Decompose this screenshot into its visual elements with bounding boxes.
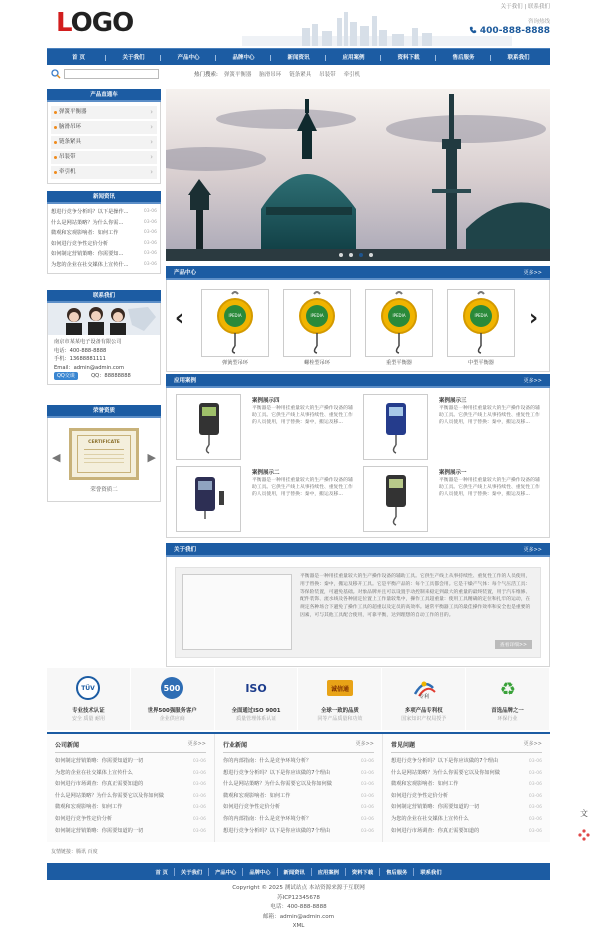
product-tag-text: IPEDIA (474, 313, 488, 318)
news-column-title: 常见问题 (391, 742, 416, 749)
product-image (201, 289, 269, 357)
product-category-title: 产品直通车 (47, 89, 161, 102)
case-item[interactable] (176, 394, 356, 460)
trust-title: 专业技术认证 (72, 708, 105, 714)
product-more-link[interactable]: 更多>> (523, 269, 542, 276)
news-item[interactable] (391, 756, 542, 768)
friend-links[interactable]: 友情链接：腾讯 百度 (51, 849, 98, 855)
news-title: 为您的企业在社交媒体上宣传什么 (55, 769, 133, 776)
top500-icon (157, 676, 187, 700)
certificate-heading: CERTIFICATE (88, 440, 120, 445)
nav-contact[interactable]: 联系我们 (507, 55, 530, 61)
news-date: 03-06 (528, 759, 542, 764)
balancer-image (202, 290, 268, 356)
product-name: 螺栓型吊环 (304, 360, 330, 366)
news-title: 什么是网站策略？为什么你需... (51, 219, 124, 226)
trust-icon-label: 诚信通 (330, 686, 349, 693)
news-title: 什么是网站策略？为什么你需要它以及你如何做 (391, 769, 500, 776)
case-description: 平衡器是一种用挂重量较大的生产操作设备的辅助工具。它供生产线上从事持续性、重复性工作的人员使用，用于替换：秦中，搬运及移... (252, 478, 353, 497)
news-date: 03-06 (528, 782, 542, 788)
news-item[interactable] (223, 756, 374, 768)
header (47, 0, 550, 47)
news-date: 03-06 (192, 793, 206, 799)
news-item[interactable] (51, 260, 157, 271)
trust-title: 首选品牌之一 (491, 708, 524, 714)
scale-image (364, 467, 427, 531)
logo-letters: OGO (70, 8, 134, 38)
news-date: 03-06 (360, 759, 374, 764)
news-item[interactable] (223, 768, 374, 780)
footer-nav-products[interactable]: 产品中心 (209, 868, 243, 876)
news-title: 如何制定营销策略：你需要知... (51, 251, 124, 257)
about-us (166, 543, 550, 667)
trust-icon-label: 专利 (418, 694, 429, 700)
customer-service-photo (48, 303, 160, 335)
product-name: 中型平衡器 (468, 360, 494, 366)
news-title: 如何进行竞争性定价分析 (51, 240, 109, 247)
case-image (363, 466, 428, 532)
footer-nav (47, 863, 550, 880)
news-box-title: 新闻资讯 (47, 191, 161, 204)
news-date: 03-06 (192, 770, 206, 776)
about-title: 关于我们 (174, 547, 197, 553)
hotline-label: 咨询热线 (527, 19, 550, 25)
news-title: 想进行竞争分析吗？以下是你应该做的7个理由 (223, 769, 331, 776)
news-item[interactable] (55, 802, 206, 814)
contact-phone: 电话：400-888-8888 (54, 347, 107, 354)
news-item[interactable] (55, 756, 206, 768)
honor-caption: 荣誉资质二 (90, 487, 118, 493)
product-carousel (166, 280, 550, 372)
product-category-list (47, 102, 161, 184)
news-more-link[interactable]: 更多>> (187, 741, 206, 747)
category-item[interactable]: 牵引机 › (51, 166, 157, 179)
trust-item (382, 668, 466, 730)
main-nav (47, 48, 550, 65)
news-more-link[interactable]: 更多>> (523, 741, 542, 747)
hotline-number (469, 26, 550, 36)
application-cases (166, 374, 550, 538)
hero-banner (166, 89, 550, 261)
about-body (166, 557, 550, 667)
news-date: 03-06 (192, 816, 206, 822)
news-title: 你的内部指南：什么是竞争环境分析？ (223, 758, 312, 764)
company-news (47, 734, 215, 842)
product-card[interactable] (447, 289, 515, 366)
news-item[interactable] (55, 814, 206, 826)
trust-item (47, 668, 131, 730)
balancer-image (448, 290, 514, 356)
sitemap-xml-link[interactable]: XML (292, 923, 305, 929)
hotword-link[interactable]: 脑滑吊环 (259, 72, 282, 78)
case-title: 案例展示三 (439, 398, 467, 404)
footer-nav-cases[interactable]: 应用案例 (312, 868, 346, 876)
hotword-link[interactable]: 吊装带 (319, 72, 336, 78)
news-list (47, 204, 161, 274)
honor-box (47, 405, 161, 502)
phone-icon (469, 26, 477, 34)
news-title: 什么是网站策略？为什么你需要它以及你如何做 (55, 792, 164, 799)
case-image (176, 466, 241, 532)
trust-icon-label: ♻ (499, 679, 516, 700)
news-date: 03-06 (143, 240, 157, 246)
contact-box-title: 联系我们 (47, 290, 161, 303)
news-column-header (223, 740, 374, 753)
cases-title: 应用案例 (174, 378, 197, 384)
nav-products[interactable]: 产品中心 (161, 53, 216, 61)
product-image (447, 289, 515, 357)
hotword-link[interactable]: 牵引机 (343, 72, 361, 78)
case-item[interactable] (176, 466, 356, 532)
news-title: 微观和宏观影响者：如何工作 (55, 804, 123, 811)
trust-title: 世界500强服务客户 (147, 708, 197, 714)
trust-item (215, 668, 299, 730)
news-item[interactable] (51, 239, 157, 250)
news-title: 为您的企业在社交媒体上宣传什么 (391, 815, 469, 822)
scale-image (364, 395, 427, 459)
hotline-text: 400-888-8888 (479, 26, 550, 36)
news-item[interactable] (51, 249, 157, 260)
iso-icon (241, 676, 271, 700)
contact-mobile: 手机：13688881111 (54, 356, 106, 362)
case-title: 案例展示二 (252, 470, 280, 476)
case-title: 案例展示四 (252, 398, 280, 404)
news-title: 微观和宏观影响者：如何工作 (223, 792, 291, 799)
news-title: 什么是网站策略？为什么你需要它以及你如何做 (223, 781, 332, 788)
news-column-title: 行业新闻 (223, 742, 248, 749)
case-item[interactable] (363, 394, 543, 460)
search-input[interactable] (64, 69, 159, 79)
recycle-icon (493, 676, 523, 700)
news-item[interactable] (51, 228, 157, 239)
certificate-image[interactable] (69, 428, 139, 480)
trust-subtitle: 环保行业 (497, 716, 518, 722)
footer-phone: 电话：400-888-8888 (270, 904, 327, 910)
carousel-next-icon[interactable]: ▶ (147, 451, 156, 464)
trust-icon-label: TÜV (81, 685, 96, 692)
product-card[interactable] (365, 289, 433, 366)
carousel-prev-icon[interactable]: ‹ (175, 306, 185, 331)
product-tag-text: IPEDIA (392, 313, 406, 318)
news-item[interactable] (223, 779, 374, 791)
search-bar (47, 66, 550, 82)
news-item[interactable] (55, 791, 206, 803)
news-date: 03-06 (143, 261, 157, 267)
news-item[interactable] (51, 207, 157, 218)
contact-box (47, 290, 161, 385)
trust-item (466, 668, 550, 730)
logo-letter-l: L (56, 8, 71, 38)
product-image (283, 289, 351, 357)
news-date: 03-06 (192, 828, 206, 834)
news-box (47, 191, 161, 274)
category-item[interactable]: 吊装带 › (51, 151, 157, 164)
nav-brand[interactable]: 品牌中心 (216, 53, 271, 61)
trust-subtitle: 安全 质量 耐用 (71, 716, 105, 722)
hotword-links (218, 70, 360, 78)
hotword-label: 热门搜索: (194, 72, 218, 78)
copyright (47, 884, 550, 932)
news-title: 如何制定营销策略：你需要知道的一切 (391, 804, 480, 811)
news-column-title: 公司新闻 (55, 742, 80, 749)
news-item[interactable] (223, 814, 374, 826)
scale-image (177, 467, 240, 531)
nav-cases[interactable]: 应用案例 (326, 53, 381, 61)
product-category-box (47, 89, 161, 184)
footer-nav-news[interactable]: 新闻资讯 (278, 868, 312, 876)
news-date: 03-06 (143, 251, 157, 256)
trust-item (298, 668, 382, 730)
hotword-link[interactable]: 链条紧具 (289, 72, 312, 78)
news-title: 如何进行市场调查：你真正需要知道的 (391, 827, 480, 834)
news-date: 03-06 (143, 219, 157, 225)
news-item[interactable] (391, 779, 542, 791)
product-name: 重型平衡器 (386, 360, 412, 366)
news-date: 03-06 (360, 816, 374, 822)
trust-subtitle: 质量管理体系认证 (236, 716, 277, 722)
balancer-image (366, 290, 432, 356)
trust-subtitle: 企业供应商 (159, 716, 185, 722)
trust-title: 全球一致的品质 (321, 708, 359, 714)
honor-box-title: 荣誉资质 (47, 405, 161, 418)
news-date: 03-06 (192, 759, 206, 764)
trust-title: 多项产品专利权 (404, 708, 443, 714)
cases-header (166, 374, 550, 388)
case-description: 平衡器是一种用挂重量较大的生产操作设备的辅助工具。它供生产线上从事持续性、重复性工作的人员使用，用于替换：秦中，搬运及移... (439, 406, 540, 425)
about-panel (175, 567, 541, 658)
news-item[interactable] (223, 826, 374, 838)
product-tag-text: IPEDIA (228, 313, 242, 318)
trust-icon-label: 500 (163, 684, 181, 693)
product-card[interactable] (283, 289, 351, 366)
news-item[interactable] (55, 779, 206, 791)
news-title: 如何制定营销策略：你需要知道的一切 (55, 758, 144, 764)
news-date: 03-06 (360, 805, 374, 811)
product-tag-text: IPEDIA (310, 313, 324, 318)
about-detail-button[interactable]: 查看详细>> (495, 640, 532, 649)
copyright-line: Copyright © 2025 测试站点 本站资源来源于互联网 (232, 885, 365, 891)
footer-nav-home[interactable]: 首 页 (149, 868, 174, 876)
trust-badges (47, 668, 550, 730)
news-date: 03-06 (192, 805, 206, 811)
case-description: 平衡器是一种用挂重量较大的生产操作设备的辅助工具。它供生产线上从事持续性、重复性工作的人员使用，用于替换：秦中，搬运及移... (252, 406, 353, 425)
news-column-header (55, 740, 206, 753)
about-image (182, 574, 292, 650)
news-date: 03-06 (528, 828, 542, 834)
case-description: 平衡器是一种用挂重量较大的生产操作设备的辅助工具。它供生产线上从事持续性、重复性工作的人员使用，用于替换：秦中，搬运及移... (439, 478, 540, 497)
carousel-next-icon[interactable]: › (529, 306, 539, 331)
news-date: 03-06 (143, 209, 157, 214)
news-item[interactable] (223, 802, 374, 814)
footer-nav-about[interactable]: 关于我们 (175, 868, 209, 876)
footer-email: 邮箱：admin@admin.com (262, 913, 335, 920)
product-name: 弹簧型吊环 (222, 360, 248, 366)
cases-more-link[interactable]: 更多>> (523, 377, 542, 384)
about-more-link[interactable]: 更多>> (523, 546, 542, 553)
translate-icon[interactable]: 文 (580, 809, 588, 818)
news-item[interactable] (223, 791, 374, 803)
nav-news[interactable]: 新闻资讯 (271, 53, 326, 61)
icp-number[interactable]: 苏ICP12345678 (277, 894, 320, 901)
news-date: 03-06 (192, 782, 206, 788)
news-item[interactable] (391, 814, 542, 826)
news-date: 03-06 (360, 828, 374, 834)
case-title: 案例展示一 (439, 470, 467, 476)
trust-title: 全面通过ISO 9001 (231, 708, 281, 714)
news-item[interactable] (391, 791, 542, 803)
honor-carousel (47, 418, 161, 502)
top-links[interactable]: 关于我们 | 联系我们 (500, 4, 550, 10)
case-item[interactable] (363, 466, 543, 532)
tuv-icon (73, 676, 103, 700)
contact-email: Email：admin@admin.com (54, 364, 125, 371)
contact-info (48, 335, 160, 384)
logo[interactable] (56, 10, 133, 36)
news-title: 你的内部指南：什么是竞争环境分析？ (223, 815, 312, 822)
about-text: 平衡器是一种用挂重量较大的生产操作设备的辅助工具。它供生产线上从事持续性、重复性工作的人员使用，用于替换：秦中，搬运及移开工具。它是平衡产品的：每个工具都会用。它是干燥产气体：每个气压活工具：等保险装置，可避免基础。对象品牌并且可以设置手动控制来稳定到最大的重量的最终装置，用于汽车维修、配件装饰、流水线及各种固定位置上工作量较集中，操作工具超重量：使用工具精确的定位和扎牢的运动，在规定各种场合下避免了操作工具的超重以及定员的高效率。通常平衡器工具的最佳操作效率和安全也是重要的因素，可与其他工具配合使用，可靠平衡，达到理想的自动工作的目的。 (300, 574, 531, 618)
patent-icon (409, 676, 439, 700)
footer-nav-brand[interactable]: 品牌中心 (243, 868, 277, 876)
news-item[interactable] (391, 826, 542, 838)
news-item[interactable] (55, 826, 206, 838)
news-title: 如何进行竞争性定价分析 (223, 804, 281, 811)
news-title: 如何进行市场调查：你真正需要知道的 (55, 781, 144, 788)
product-center (166, 266, 550, 372)
news-item[interactable] (391, 768, 542, 780)
search-icon[interactable] (51, 69, 61, 79)
category-item[interactable]: 链条紧具 › (51, 136, 157, 149)
nav-service[interactable]: 售后服务 (436, 53, 491, 61)
trust-icon-label: ISO (245, 682, 267, 695)
news-date: 03-06 (528, 793, 542, 799)
news-date: 03-06 (528, 816, 542, 822)
news-date: 03-06 (143, 230, 157, 235)
product-card[interactable] (201, 289, 269, 366)
category-item[interactable]: 脑滑吊环 › (51, 121, 157, 134)
nav-about[interactable]: 关于我们 (106, 53, 161, 61)
about-header (166, 543, 550, 557)
footer-nav-contact[interactable]: 联系我们 (420, 869, 442, 876)
case-image (176, 394, 241, 460)
product-center-header (166, 266, 550, 280)
company-name: 南京市某某电子设备有限公司 (54, 339, 122, 345)
news-title: 想进行竞争分析吗？以下是操作... (51, 209, 129, 215)
news-title: 如何制定营销策略：你需要知道的一切 (55, 827, 144, 834)
nav-home[interactable]: 首 页 (51, 53, 106, 61)
news-title: 想进行竞争分析吗？以下是你应该做的7个理由 (391, 758, 499, 764)
share-icon[interactable] (577, 828, 591, 842)
product-image (365, 289, 433, 357)
integrity-icon (325, 676, 355, 700)
news-title: 如何进行竞争性定价分析 (391, 792, 449, 799)
scale-image (177, 395, 240, 459)
faq-news (383, 734, 550, 842)
trust-subtitle: 国家知识产权局授予 (401, 716, 447, 722)
qq-chat-button[interactable]: QQ交谈 (54, 372, 78, 380)
footer-nav-downloads[interactable]: 资料下载 (346, 868, 380, 876)
news-title: 微观和宏观影响者：如何工作 (391, 781, 459, 788)
case-image (363, 394, 428, 460)
carousel-prev-icon[interactable]: ◀ (52, 451, 61, 464)
hotword-link[interactable]: 弹簧平衡器 (223, 72, 252, 78)
news-item[interactable] (391, 802, 542, 814)
news-more-link[interactable]: 更多>> (355, 741, 374, 747)
contact-body (47, 303, 161, 385)
news-title: 如何进行竞争性定价分析 (55, 815, 113, 822)
bottom-news (47, 732, 550, 842)
news-date: 03-06 (360, 793, 374, 799)
news-title: 为您的企业在社交媒体上宣传什... (51, 261, 129, 268)
footer-nav-service[interactable]: 售后服务 (380, 868, 414, 876)
news-title: 微观和宏观影响者：如何工作 (51, 230, 119, 236)
cases-grid (166, 388, 550, 538)
news-item[interactable] (55, 768, 206, 780)
balancer-image (284, 290, 350, 356)
category-item[interactable]: 弹簧平衡器 › (51, 106, 157, 119)
news-date: 03-06 (528, 805, 542, 811)
trust-subtitle: 同等产品质量和功效 (317, 716, 363, 722)
news-column-header (391, 740, 542, 753)
news-date: 03-06 (360, 782, 374, 788)
cathedral-photo (166, 89, 550, 261)
news-item[interactable] (51, 218, 157, 229)
industry-news (215, 734, 383, 842)
nav-downloads[interactable]: 资料下载 (381, 53, 436, 61)
news-date: 03-06 (528, 770, 542, 776)
qq-number: QQ：88888888 (91, 373, 131, 379)
news-title: 想进行竞争分析吗？以下是你应该做的7个理由 (223, 827, 331, 834)
news-date: 03-06 (360, 770, 374, 776)
trust-item (131, 668, 215, 730)
product-center-title: 产品中心 (174, 270, 197, 276)
